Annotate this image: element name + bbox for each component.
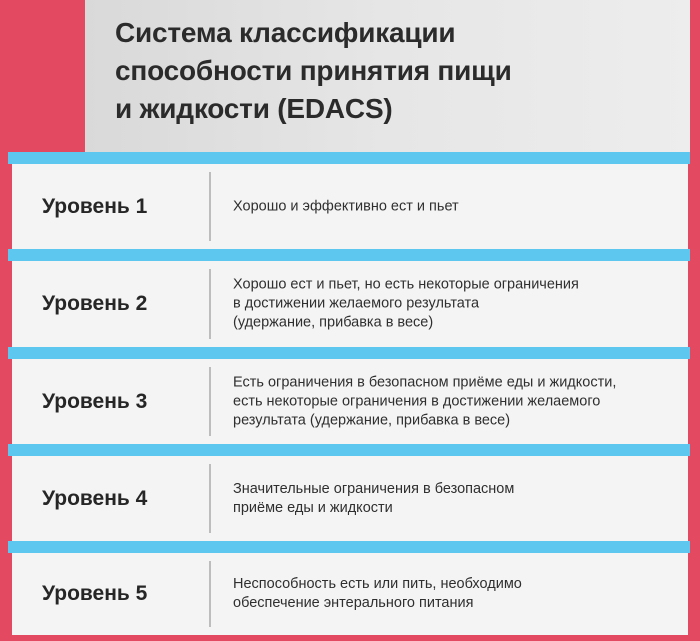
- level-row-4: [12, 456, 688, 541]
- level-label: Уровень 3: [42, 389, 148, 413]
- stripe-2: [8, 249, 690, 261]
- stripe-4: [8, 444, 690, 456]
- level-label: Уровень 5: [42, 582, 148, 605]
- level-row-3: [12, 359, 688, 444]
- row-divider: [209, 367, 211, 436]
- level-row-5: [12, 553, 688, 635]
- level-description: Хорошо ест и пьет, но есть некоторые ограничения в достижении желаемого результата (удержание, прибавка в весе): [233, 276, 579, 331]
- row-divider: [209, 464, 211, 533]
- stripe-3: [8, 347, 690, 359]
- stripe-1: [8, 152, 690, 164]
- stripe-5: [8, 541, 690, 553]
- level-description: Есть ограничения в безопасном приёме еды и жидкости, есть некоторые ограничения в достижении желаемого результата (удержание, прибавка в весе): [233, 374, 617, 428]
- page-title: Система классификации способности принятия пищи и жидкости (EDACS): [115, 17, 512, 124]
- level-description: Хорошо и эффективно ест и пьет: [233, 198, 459, 214]
- row-divider: [209, 172, 211, 241]
- level-description: Значительные ограничения в безопасном приёме еды и жидкости: [233, 480, 515, 516]
- level-label: Уровень 4: [42, 486, 148, 510]
- level-description: Неспособность есть или пить, необходимо обеспечение энтерального питания: [233, 576, 522, 611]
- level-label: Уровень 2: [42, 292, 148, 315]
- row-divider: [209, 561, 211, 627]
- row-divider: [209, 269, 211, 339]
- level-row-1: [12, 164, 688, 249]
- level-row-2: [12, 261, 688, 347]
- level-label: Уровень 1: [42, 194, 148, 218]
